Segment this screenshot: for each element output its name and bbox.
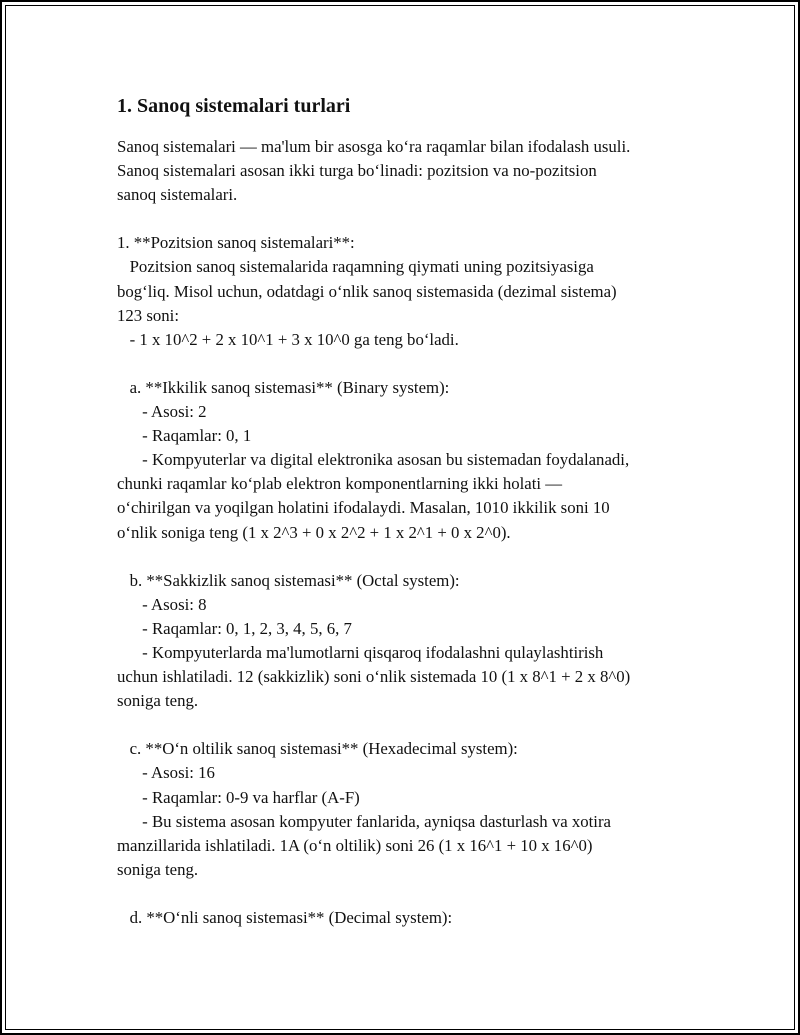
text-line: Pozitsion sanoq sistemalarida raqamning qiymati uning pozitsiyasiga <box>117 257 594 277</box>
text-line: 123 soni: <box>117 305 180 325</box>
text-line: a. **Ikkilik sanoq sistemasi** (Binary system): <box>117 377 450 397</box>
text-line: soniga teng. <box>117 691 199 711</box>
section-heading: 1. Sanoq sistemalari turlari <box>117 95 351 117</box>
text-line: b. **Sakkizlik sanoq sistemasi** (Octal system): <box>117 570 460 590</box>
text-line: o‘chirilgan va yoqilgan holatini ifodalaydi. Masalan, 1010 ikkilik soni 10 <box>117 498 610 518</box>
text-line: o‘nlik soniga teng (1 x 2^3 + 0 x 2^2 + 1 x 2^1 + 0 x 2^0). <box>117 522 511 542</box>
text-line: 1. **Pozitsion sanoq sistemalari**: <box>117 233 355 253</box>
text-line: Sanoq sistemalari — ma'lum bir asosga ko‘ra raqamlar bilan ifodalash usuli. <box>117 137 631 156</box>
text-line: - Raqamlar: 0, 1, 2, 3, 4, 5, 6, 7 <box>117 618 352 638</box>
blank-line <box>117 882 697 906</box>
text-line: - Asosi: 2 <box>117 402 207 422</box>
text-line: - Bu sistema asosan kompyuter fanlarida, ayniqsa dasturlash va xotira <box>117 811 611 831</box>
blank-line <box>117 352 697 376</box>
text-line: soniga teng. <box>117 859 199 879</box>
blank-line <box>117 207 697 231</box>
text-line: - Kompyuterlar va digital elektronika asosan bu sistemadan foydalanadi, <box>117 450 630 470</box>
text-line: - Asosi: 8 <box>117 594 207 614</box>
text-line: - Raqamlar: 0-9 va harflar (A-F) <box>117 787 360 807</box>
text-line: - 1 x 10^2 + 2 x 10^1 + 3 x 10^0 ga teng bo‘ladi. <box>117 329 459 349</box>
document-text <box>117 135 697 930</box>
text-line: - Asosi: 16 <box>117 763 215 783</box>
text-line: chunki raqamlar ko‘plab elektron komponentlarning ikki holati — <box>117 474 563 494</box>
text-line: - Kompyuterlarda ma'lumotlarni qisqaroq ifodalashni qulaylashtirish <box>117 642 604 662</box>
text-line: c. **O‘n oltilik sanoq sistemasi** (Hexadecimal system): <box>117 739 518 759</box>
text-line: uchun ishlatiladi. 12 (sakkizlik) soni o‘nlik sistemada 10 (1 x 8^1 + 2 x 8^0) <box>117 667 631 687</box>
text-line: - Raqamlar: 0, 1 <box>117 426 252 446</box>
blank-line <box>117 545 697 569</box>
blank-line <box>117 713 697 737</box>
text-line: bog‘liq. Misol uchun, odatdagi o‘nlik sanoq sistemasida (dezimal sistema) <box>117 281 617 301</box>
document-body <box>117 92 697 930</box>
text-line: sanoq sistemalari. <box>117 185 238 205</box>
text-line: Sanoq sistemalari asosan ikki turga bo‘linadi: pozitsion va no-pozitsion <box>117 161 597 181</box>
text-line: manzillarida ishlatiladi. 1A (o‘n oltilik) soni 26 (1 x 16^1 + 10 x 16^0) <box>117 835 593 855</box>
text-line: d. **O‘nli sanoq sistemasi** (Decimal system): <box>117 908 453 927</box>
